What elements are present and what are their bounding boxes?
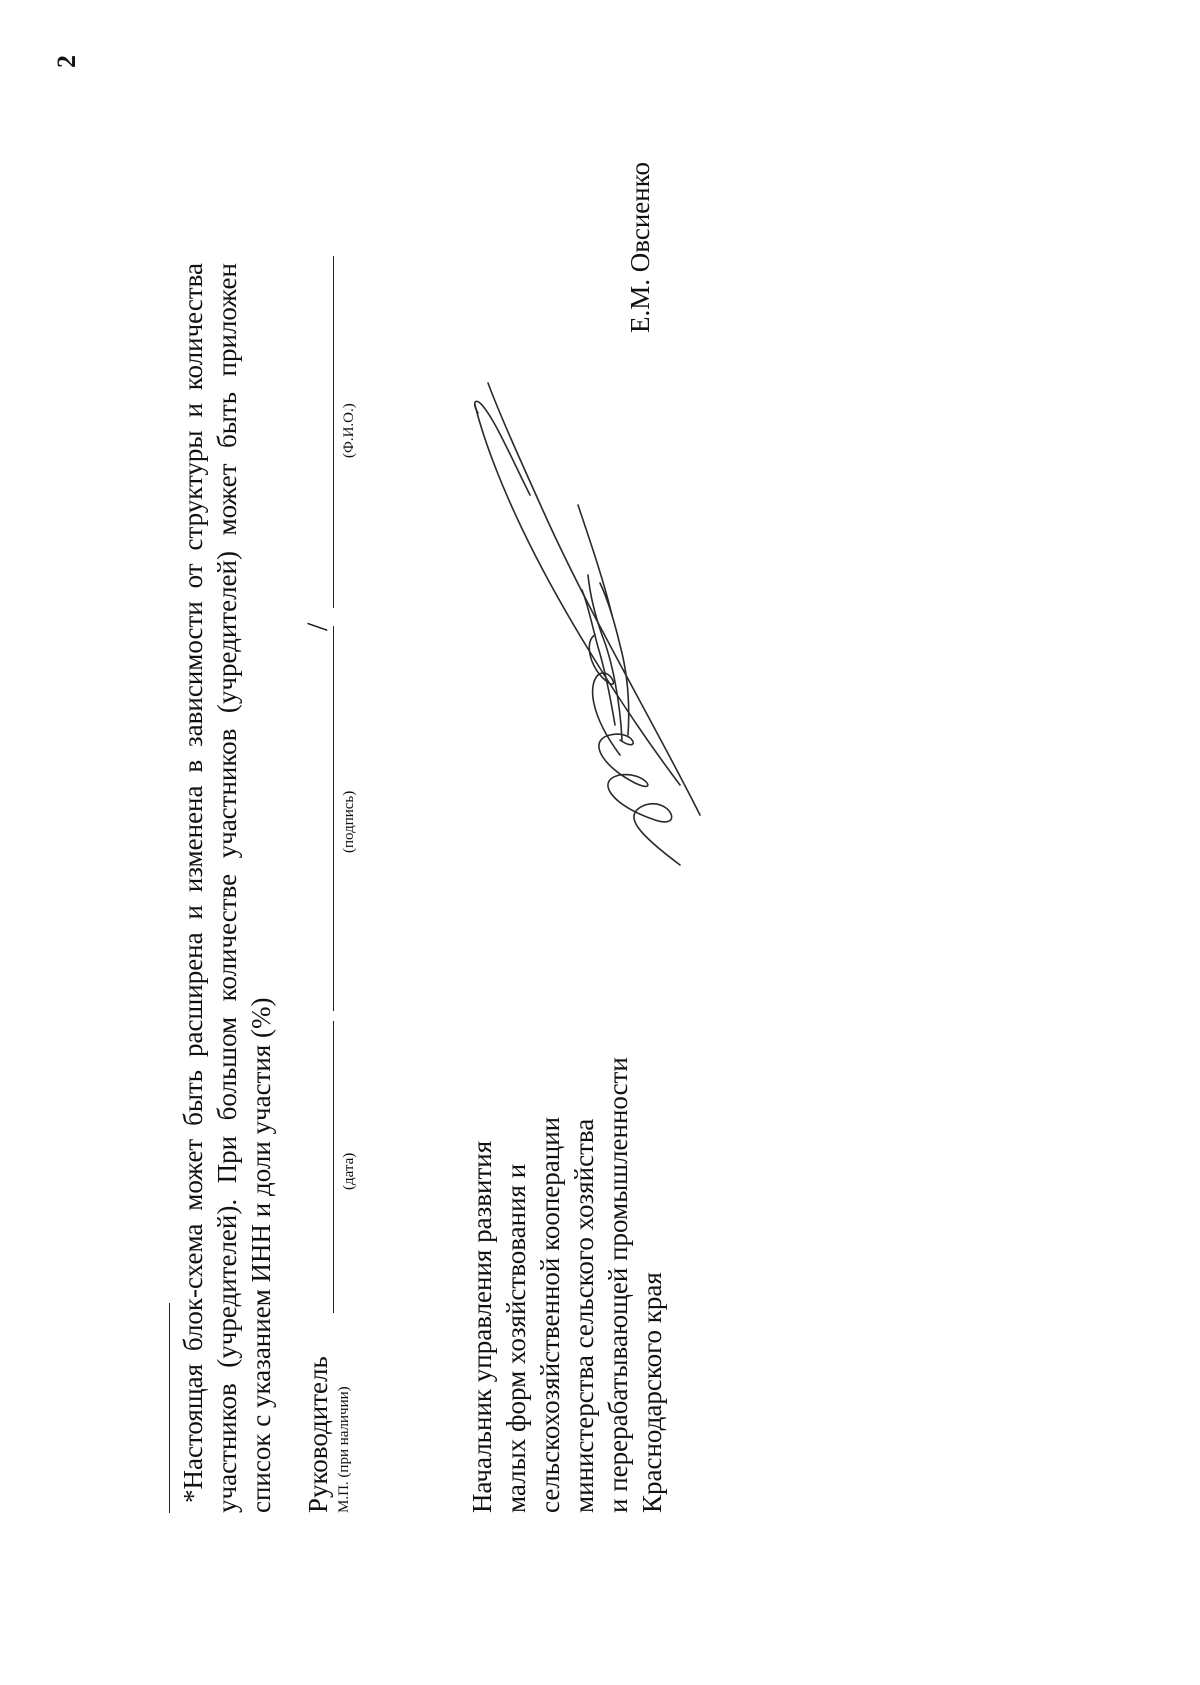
manager-signature-row: [303, 253, 383, 1513]
position-line: сельскохозяйственной кооперации: [535, 1116, 565, 1513]
page-number: 2: [52, 55, 81, 68]
stamp-label: М.П. (при наличии): [336, 1386, 352, 1513]
official-position: [465, 1057, 669, 1513]
position-line: Начальник управления развития: [467, 1140, 497, 1513]
signatory-name: Е.М. Овсиенко: [625, 162, 655, 333]
handwritten-signature: [470, 375, 710, 875]
footnote-text: *Настоящая блок-схема может быть расширена и изменена в зависимости от структуры и количества участников (учредителей). При большом количестве участников (учредителей) может быть приложен список с указанием ИНН и доли участия (%): [178, 263, 276, 1513]
position-line: и перерабатывающей промышленности: [603, 1057, 633, 1513]
manager-title: Руководитель: [303, 1356, 333, 1513]
fio-caption: (Ф.И.О.): [341, 403, 357, 458]
position-line: министерства сельского хозяйства: [569, 1118, 599, 1513]
date-caption: (дата): [341, 1152, 357, 1190]
signature-line: [333, 626, 334, 1011]
footnote-separator: [169, 1303, 170, 1513]
fio-line: [333, 256, 334, 608]
position-line: малых форм хозяйствования и: [501, 1163, 531, 1513]
signature-strokes: [475, 383, 700, 865]
position-line: Краснодарского края: [637, 1272, 667, 1513]
date-line: [333, 1021, 334, 1313]
signature-caption: (подпись): [341, 790, 357, 853]
separator-slash: /: [301, 622, 334, 631]
